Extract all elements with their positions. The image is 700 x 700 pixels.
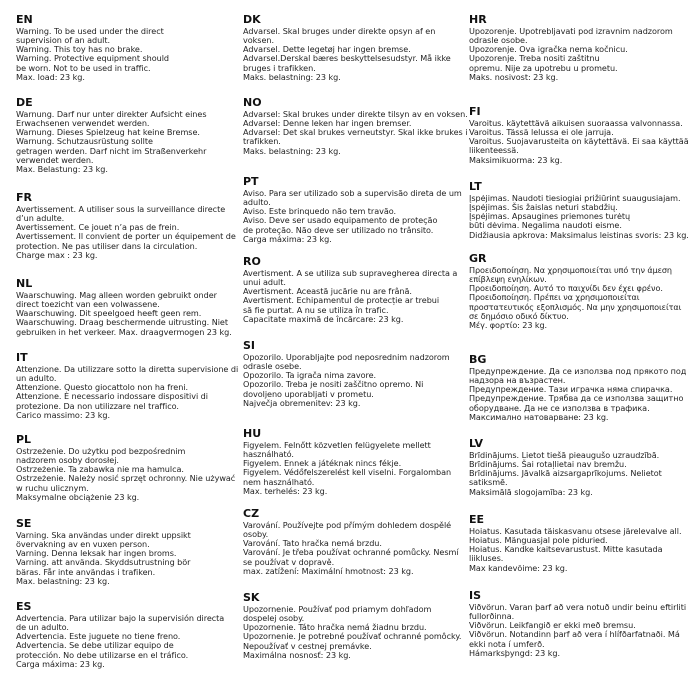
warning-block-fi (469, 106, 689, 165)
warning-line: Waarschuwing. Dit speelgoed heeft geen rem. (16, 308, 202, 319)
max-load-line: Maks. belastning: 23 kg. (243, 71, 341, 82)
warning-line: protección. No debe utilizarse en el tráfico. (16, 649, 189, 660)
max-load-line: Carga máxima: 23 kg. (16, 658, 105, 669)
warning-line: unui adult. (243, 277, 286, 288)
warning-line: Įspėjimas. Šis žaislas neturi stabdžių. (469, 202, 618, 213)
warning-line: Varování. Tato hračka nemá brzdu. (243, 538, 382, 549)
warning-line: odrasle osobe. (469, 35, 528, 46)
warning-line: Warning. To be used under the direct (16, 26, 164, 36)
warning-line: Aviso. Este brinquedo não tem travão. (243, 206, 397, 217)
language-code: SI (243, 339, 256, 352)
max-load-line: Max kandevõime: 23 kg. (469, 562, 568, 573)
warning-line: Figyelem. Ennek a játéknak nincs fékje. (243, 458, 402, 469)
warning-line: Aviso. Deve ser usado equipamento de proteção (243, 215, 438, 226)
warning-line: Varování. Používejte pod přímým dohledem dospělé (243, 520, 452, 530)
warning-block-en (16, 14, 169, 82)
warning-line: odrasle osebe. (243, 361, 302, 372)
warning-line: Ostrzeżenie. Do użytku pod bezpośrednim (16, 446, 186, 456)
language-code: EE (469, 513, 485, 526)
warning-line: liikenteessä. (469, 145, 519, 156)
language-code: FI (469, 105, 481, 118)
warning-line: Advertencia. Se debe utilizar equipo de (16, 640, 174, 651)
warning-block-gr (469, 253, 681, 330)
warning-line: Avertisment. A se utiliza sub supravegherea directa a (243, 268, 458, 278)
warning-line: használható. (243, 449, 294, 460)
warning-line: Предупреждение. Да се използва под прякото под (469, 366, 687, 376)
warning-line: Avertisment. Această jucărie nu are frână. (243, 286, 412, 297)
warning-block-ee (469, 514, 681, 573)
warning-block-hr (469, 14, 673, 82)
warning-line: Attenzione. Da utilizzare sotto la diretta supervisione di (16, 364, 239, 374)
warning-block-bg (469, 354, 686, 422)
warning-line: Advarsel. Skal bruges under direkte opsyn af en (243, 26, 436, 36)
language-code: NL (16, 277, 33, 290)
max-load-line: Carico massimo: 23 kg. (16, 409, 110, 420)
warning-line: Brīdinājums. Šai rotaļlietai nav bremžu. (469, 459, 627, 470)
warning-line: Upozorenje. Ova igračka nema kočnicu. (469, 44, 628, 55)
language-code: DE (16, 96, 33, 109)
warning-line: fullorðinna. (469, 611, 515, 622)
warning-block-no (243, 97, 468, 156)
max-load-line: Capacitate maximă de încărcare: 23 kg. (243, 313, 404, 324)
warning-line: σε δημόσιο οδικό δίκτυο. (469, 310, 569, 321)
warning-line: Ostrzeżenie. Należy nosić sprzęt ochronny. Nie używać (16, 473, 236, 484)
warning-line: Advertencia. Para utilizar bajo la supervisión directa (16, 613, 225, 623)
warning-block-si (243, 340, 450, 408)
warning-line: verwendet werden. (16, 154, 94, 165)
warning-line: w ruchu ulicznym. (16, 482, 89, 493)
warning-line: Upozornenie. Je potrebné používať ochranné pomôcky. (243, 631, 462, 642)
warning-line: se používat v dopravě. (243, 556, 335, 567)
warning-line: să fie purtat. A nu se utiliza în trafic. (243, 304, 389, 315)
warning-line: Advarsel. Dette legetøj har ingen bremse. (243, 44, 411, 55)
warning-block-dk (243, 14, 451, 82)
warning-line: getragen werden. Darf nicht im Straßenverkehr (16, 145, 207, 156)
language-code: IS (469, 589, 482, 602)
warning-line: Предупреждение. Тази играчка няма спирачка. (469, 384, 673, 395)
warning-line: nadzorem osoby dorosłej. (16, 455, 119, 466)
warning-line: bäras. Får inte användas i trafiken. (16, 566, 156, 577)
warning-line: Предупреждение. Трябва да се използва защитно (469, 393, 684, 404)
warning-line: būti dėvima. Negalima naudoti eisme. (469, 220, 622, 231)
warning-line: Opozorilo. Uporabljajte pod neposrednim nadzorom (243, 352, 450, 362)
warning-line: Avertissement. Il convient de porter un équipement de (16, 231, 236, 242)
warning-line: Waarschuwing. Mag alleen worden gebruikt onder (16, 290, 217, 300)
warning-line: Warnung. Darf nur unter direkter Aufsicht eines (16, 109, 207, 119)
warning-line: Warning. This toy has no brake. (16, 44, 143, 55)
warning-block-ro (243, 256, 457, 324)
max-load-line: Največja obremenitev: 23 kg. (243, 397, 361, 408)
warning-line: Varoitus. käytettävä aikuisen suoraassa valvonnassa. (469, 118, 683, 128)
warning-line: protection. Ne pas utiliser dans la circulation. (16, 240, 198, 251)
warning-block-sk (243, 592, 461, 660)
warning-line: be worn. Not to be used in traffic. (16, 62, 151, 73)
warning-block-lv (469, 438, 662, 497)
language-code: ES (16, 600, 32, 613)
language-code: HU (243, 427, 262, 440)
language-code: SK (243, 591, 260, 604)
warning-line: Advarsel: Skal brukes under direkte tilsyn av en voksen. (243, 109, 468, 119)
language-code: PT (243, 175, 259, 188)
warning-block-is (469, 590, 686, 658)
warning-line: Advarsel: Denne leken har ingen bremser. (243, 118, 412, 129)
language-code: RO (243, 255, 261, 268)
warning-line: Viðvörun. Leikfangið er ekki með bremsu. (469, 620, 636, 631)
max-load-line: Maximálna nosnosť: 23 kg. (243, 649, 351, 660)
warning-line: trafikken. (243, 136, 281, 147)
warning-line: Įspėjimas. Apsaugines priemones turėtų (469, 211, 631, 222)
warning-line: Ostrzeżenie. Ta zabawka nie ma hamulca. (16, 464, 184, 475)
warning-line: Varoitus. Suojavarusteita on käytettävä. Ei saa käyttää (469, 136, 689, 147)
warning-line: Upozorenje. Treba nositi zaštitnu (469, 53, 600, 64)
warning-line: supervision of an adult. (16, 35, 111, 46)
warning-line: Advarsel.Derskal bæres beskyttelsesudstyr. Må ikke (243, 53, 451, 64)
max-load-line: Carga máxima: 23 kg. (243, 233, 332, 244)
warning-block-pt (243, 176, 462, 244)
language-code: LV (469, 437, 484, 450)
warning-line: Varoitus. Tässä lelussa ei ole jarruja. (469, 127, 614, 138)
max-load-line: Maksimālā slogojamība: 23 kg. (469, 486, 593, 497)
warning-line: Brīdinājums. Lietot tiešā pieaugušo uzraudzībā. (469, 450, 660, 460)
max-load-line: Max. belastning: 23 kg. (16, 575, 110, 586)
warning-line: dovoljeno uporabljati v prometu. (243, 388, 374, 399)
warning-line: Hoiatus. Mänguasjal pole piduried. (469, 535, 608, 546)
warning-line: Viðvörun. Notandinn þarf að vera í hlífðarfatnaði. Má (469, 629, 680, 640)
warning-line: Upozornenie. Táto hračka nemá žiadnu brzdu. (243, 622, 427, 633)
warning-line: dospelej osoby. (243, 613, 305, 624)
warning-line: Warnung. Schutzausrüstung sollte (16, 136, 153, 147)
warning-line: Nepoužívať v cestnej premávke. (243, 640, 372, 651)
max-load-line: Didžiausia apkrova: Maksimalus leistinas svoris: 23 kg. (469, 229, 689, 240)
warning-line: Attenzione. È necessario indossare dispositivi di (16, 391, 208, 402)
language-code: PL (16, 433, 32, 446)
warning-line: övervakning av en vuxen person. (16, 539, 150, 550)
warning-line: προστατευτικός εξοπλισμός. Να μην χρησιμοποιείται (469, 301, 682, 312)
max-load-line: Charge max : 23 kg. (16, 249, 98, 260)
max-load-line: Максимално натоварване: 23 kg. (469, 411, 609, 422)
max-load-line: gebruiken in het verkeer. Max. draagvermogen 23 kg. (16, 326, 232, 337)
warning-line: Waarschuwing. Draag beschermende uitrusting. Niet (16, 317, 228, 328)
warning-line: Varování. Je třeba používat ochranné pomůcky. Nesmí (243, 547, 459, 558)
language-code: HR (469, 13, 487, 26)
warning-line: protezione. Da non utilizzare nel traffico. (16, 400, 179, 411)
warning-line: Hoiatus. Kandke kaitsevarustust. Mitte kasutada (469, 544, 663, 555)
warning-line: Προειδοποίηση. Αυτό το παιχνίδι δεν έχει φρένο. (469, 283, 663, 294)
warning-line: Brīdinājums. Jāvalkā aizsargaprīkojums. Nelietot (469, 468, 662, 479)
warning-line: оборудване. Да не се използва в трафика. (469, 402, 650, 413)
warning-block-lt (469, 181, 689, 240)
max-load-line: Maksimikuorma: 23 kg. (469, 154, 563, 165)
warning-line: Avertisment. Echipamentul de protecție ar trebui (243, 295, 440, 306)
warning-line: επίβλεψη ενηλίκων. (469, 274, 547, 285)
max-load-line: max. zatížení: Maximální hmotnost: 23 kg. (243, 565, 414, 576)
max-load-line: Hámarksþyngd: 23 kg. (469, 647, 561, 658)
warning-line: voksen. (243, 35, 274, 46)
warning-line: de un adulto. (16, 622, 69, 633)
warning-line: direct toezicht van een volwassene. (16, 299, 160, 310)
language-code: GR (469, 252, 487, 265)
warning-block-nl (16, 278, 232, 337)
warning-line: liikluses. (469, 553, 504, 564)
max-load-line: Maks. nosivost: 23 kg. (469, 71, 559, 82)
warning-line: satiksmē. (469, 477, 508, 488)
warning-line: Warnung. Dieses Spielzeug hat keine Bremse. (16, 127, 200, 138)
warning-line: Įspėjimas. Naudoti tiesiogiai prižiūrint suaugusiajam. (469, 193, 681, 203)
language-code: SE (16, 517, 32, 530)
language-code: FR (16, 191, 32, 204)
max-load-line: Maks. belastning: 23 kg. (243, 145, 341, 156)
warning-line: Varning. Ska användas under direkt uppsikt (16, 530, 191, 540)
language-code: EN (16, 13, 33, 26)
language-code: IT (16, 351, 28, 364)
warning-line: osoby. (243, 529, 269, 540)
warning-block-hu (243, 428, 451, 496)
warning-line: Advertencia. Este juguete no tiene freno. (16, 631, 181, 642)
warning-line: adulto. (243, 197, 271, 208)
max-load-line: Μέγ. φορτίο: 23 kg. (469, 319, 547, 330)
warning-line: Προειδοποίηση. Να χρησιμοποιείται υπό την άμεση (469, 265, 672, 275)
warning-line: Attenzione. Questo giocattolo non ha freni. (16, 382, 188, 393)
warning-line: надзора на възрастен. (469, 375, 566, 386)
warning-line: Viðvörun. Varan þarf að vera notuð undir beinu eftirliti (469, 602, 687, 612)
max-load-line: Max. Belastung: 23 kg. (16, 163, 108, 174)
warning-line: Figyelem. Felnőtt közvetlen felügyelete mellett (243, 440, 431, 450)
warning-block-cz (243, 508, 459, 576)
warning-line: nem használható. (243, 476, 315, 487)
warning-line: Varning. att använda. Skyddsutrustning bör (16, 557, 191, 568)
warning-line: Advarsel: Det skal brukes verneutstyr. Skal ikke brukes i (243, 127, 468, 138)
warning-line: opremu. Nije za upotrebu u prometu. (469, 62, 618, 73)
warning-block-de (16, 97, 207, 174)
warning-line: Avertissement. A utiliser sous la surveillance directe (16, 204, 226, 214)
warning-line: Varning. Denna leksak har ingen broms. (16, 548, 177, 559)
warning-line: Opozorilo. Treba je nositi zaščitno opremo. Ni (243, 379, 424, 390)
warning-line: Hoiatus. Kasutada täiskasvanu otsese järelevalve all. (469, 526, 682, 536)
warning-line: ekki nota í umferð. (469, 638, 545, 649)
warning-line: Aviso. Para ser utilizado sob a supervisão direta de um (243, 188, 462, 198)
warning-line: Erwachsenen verwendet werden. (16, 118, 150, 129)
warning-block-se (16, 518, 191, 586)
warning-line: Warning. Protective equipment should (16, 53, 170, 64)
warning-line: de proteção. Não deve ser utilizado no trânsito. (243, 224, 434, 235)
warning-block-pl (16, 434, 235, 502)
warning-line: d’un adulte. (16, 213, 65, 224)
max-load-line: Max. load: 23 kg. (16, 71, 85, 82)
warning-line: Figyelem. Védőfelszerelést kell viselni. Forgalomban (243, 467, 452, 478)
warning-line: Avertissement. Ce jouet n’a pas de frein. (16, 222, 180, 233)
language-code: NO (243, 96, 262, 109)
warning-block-es (16, 601, 224, 669)
language-code: LT (469, 180, 482, 193)
language-code: CZ (243, 507, 260, 520)
warning-line: Opozorilo. Ta igrača nima zavore. (243, 370, 377, 381)
warning-line: Προειδοποίηση. Πρέπει να χρησιμοποιείται (469, 292, 640, 303)
max-load-line: Maksymalne obciążenie 23 kg. (16, 491, 140, 502)
warning-block-it (16, 352, 238, 420)
warning-line: un adulto. (16, 373, 57, 384)
warning-line: Upozornenie. Používať pod priamym dohľadom (243, 604, 432, 614)
language-code: BG (469, 353, 487, 366)
warning-line: bruges i trafikken. (243, 62, 316, 73)
warning-block-fr (16, 192, 236, 260)
warning-line: Upozorenje. Upotrebljavati pod izravnim nadzorom (469, 26, 673, 36)
max-load-line: Max. terhelés: 23 kg. (243, 485, 328, 496)
language-code: DK (243, 13, 261, 26)
